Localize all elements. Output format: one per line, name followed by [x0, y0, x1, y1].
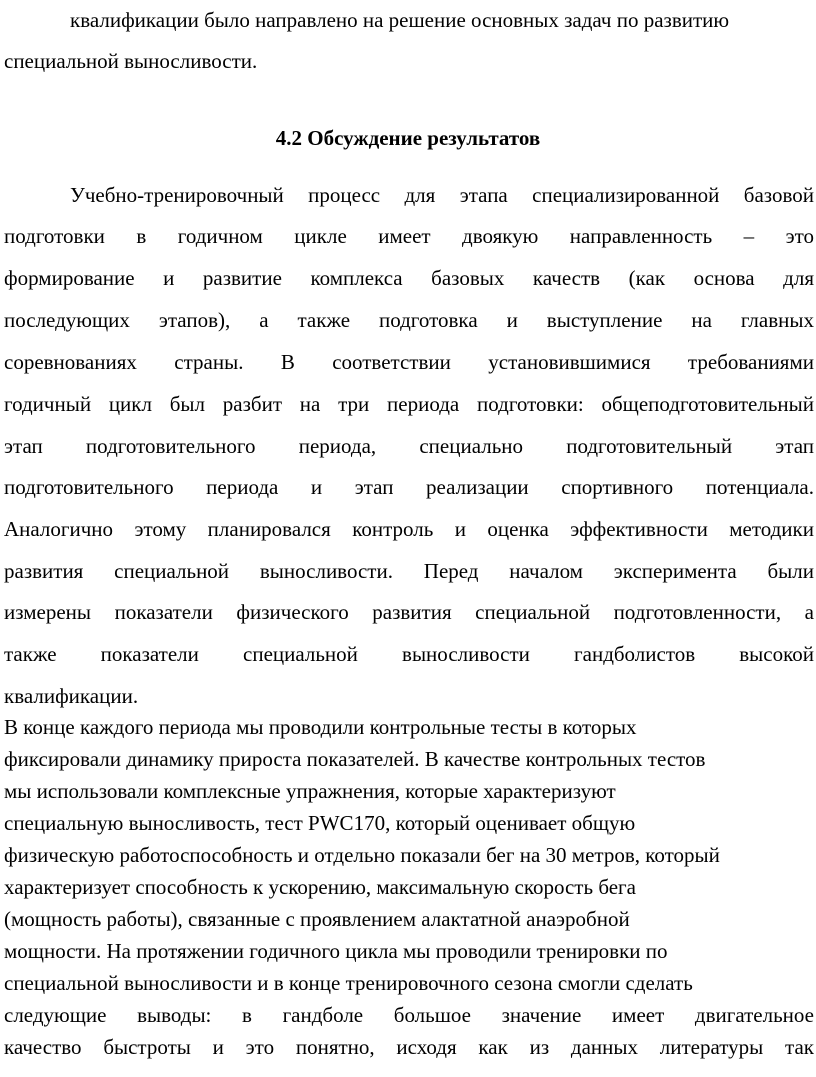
paragraph1-line-2: подготовки в годичном цикле имеет двоякую направленность – это — [4, 224, 814, 248]
paragraph1-line-4: последующих этапов), а также подготовка и выступление на главных — [4, 308, 814, 332]
paragraph1-line-10: развития специальной выносливости. Перед началом эксперимента были — [4, 559, 814, 583]
paragraph1-line-9: Аналогично этому планировался контроль и оценка эффективности методики — [4, 517, 814, 541]
paragraph1-line-3: формирование и развитие комплекса базовых качеств (как основа для — [4, 266, 814, 290]
intro-line-2: специальной выносливости. — [4, 49, 258, 73]
section-heading: 4.2 Обсуждение результатов — [275, 126, 541, 150]
paragraph2-line-2: фиксировали динамику прироста показателей. В качестве контрольных тестов — [4, 747, 706, 771]
paragraph1-line-12: также показатели специальной выносливости гандболистов высокой — [4, 642, 814, 666]
paragraph2-line-4: специальную выносливость, тест PWC170, который оценивает общую — [4, 811, 636, 835]
paragraph2-line-7: (мощность работы), связанные с проявлением алактатной анаэробной — [4, 907, 630, 931]
paragraph2-line-9: специальной выносливости и в конце тренировочного сезона смогли сделать — [4, 971, 693, 995]
paragraph2-line-1: В конце каждого периода мы проводили контрольные тесты в которых — [4, 715, 637, 739]
paragraph1-line-11: измерены показатели физического развития специальной подготовленности, а — [4, 600, 814, 624]
intro-line-1: квалификации было направлено на решение основных задач по развитию — [70, 8, 730, 32]
paragraph2-line-6: характеризует способность к ускорению, максимальную скорость бега — [4, 875, 636, 899]
paragraph2-line-11: качество быстроты и это понятно, исходя как из данных литературы так — [4, 1035, 814, 1059]
paragraph1-line-5: соревнованиях страны. В соответствии установившимися требованиями — [4, 350, 814, 374]
paragraph2-line-3: мы использовали комплексные упражнения, которые характеризуют — [4, 779, 616, 803]
paragraph1-line-8: подготовительного периода и этап реализации спортивного потенциала. — [4, 475, 814, 499]
paragraph1-line-7: этап подготовительного периода, специально подготовительный этап — [4, 434, 814, 458]
paragraph1-line-1: Учебно-тренировочный процесс для этапа специализированной базовой — [70, 183, 814, 207]
paragraph1-line-6: годичный цикл был разбит на три периода подготовки: общеподготовительный — [4, 392, 814, 416]
paragraph2-line-5: физическую работоспособность и отдельно показали бег на 30 метров, который — [4, 843, 720, 867]
paragraph2-line-8: мощности. На протяжении годичного цикла мы проводили тренировки по — [4, 939, 668, 963]
paragraph1-line-13: квалификации. — [4, 684, 139, 708]
paragraph2-line-10: следующие выводы: в гандболе большое значение имеет двигательное — [4, 1003, 814, 1027]
